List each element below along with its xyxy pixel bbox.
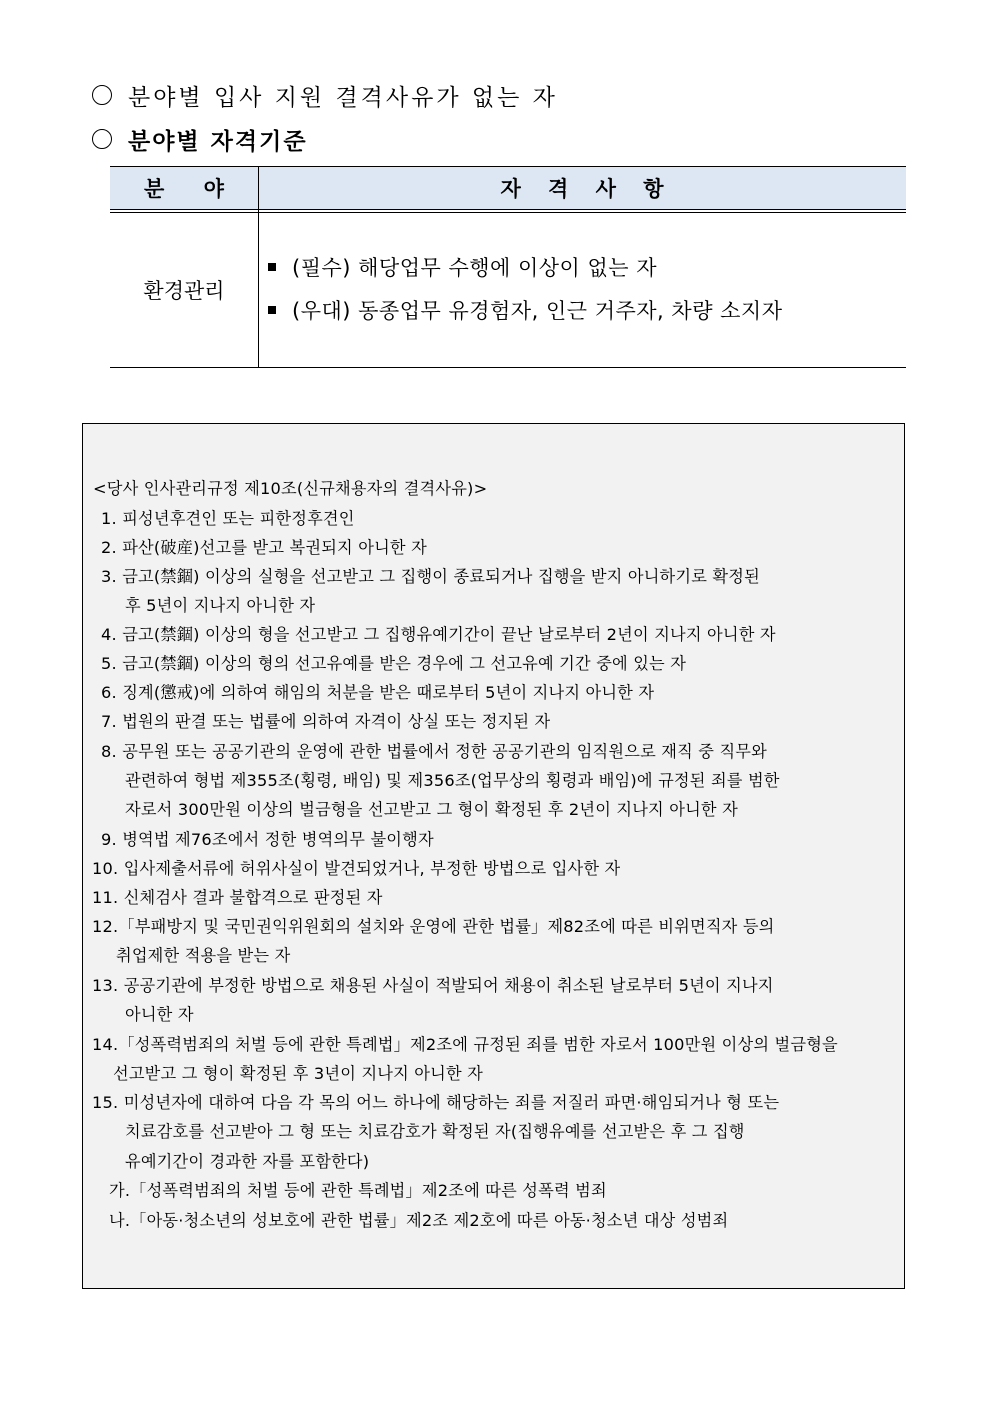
- circle-bullet-icon: [92, 85, 112, 105]
- regulation-line: 취업제한 적용을 받는 자: [116, 946, 291, 965]
- qualification-heading-text: 분야별 자격기준: [128, 128, 308, 155]
- regulation-line: 후 5년이 지나지 아니한 자: [125, 596, 316, 615]
- regulation-line: 3. 금고(禁錮) 이상의 실형을 선고받고 그 집행이 종료되거나 집행을 받지 아니하기로 확정된: [101, 567, 760, 586]
- circle-bullet-icon: [92, 129, 112, 149]
- regulation-line: 12.「부패방지 및 국민권익위원회의 설치와 운영에 관한 법률」제82조에 따른 비위면직자 등의: [92, 917, 775, 936]
- regulation-line: 5. 금고(禁錮) 이상의 형의 선고유예를 받은 경우에 그 선고유예 기간 중에 있는 자: [101, 654, 687, 673]
- regulation-line: 15. 미성년자에 대하여 다음 각 목의 어느 하나에 해당하는 죄를 저질러 파면·해임되거나 형 또는: [92, 1093, 780, 1112]
- regulation-line: 6. 징계(懲戒)에 의하여 해임의 처분을 받은 때로부터 5년이 지나지 아니한 자: [101, 683, 655, 702]
- regulation-line: 나.「아동·청소년의 성보호에 관한 법률」제2조 제2호에 따른 아동·청소년 대상 성범죄: [109, 1211, 729, 1230]
- regulation-line: 아니한 자: [125, 1005, 194, 1024]
- regulation-line: 유예기간이 경과한 자를 포함한다): [125, 1152, 370, 1171]
- regulation-line: 선고받고 그 형이 확정된 후 3년이 지나지 아니한 자: [113, 1064, 484, 1083]
- qualification-table: [110, 166, 906, 369]
- cell-field: 환경관리: [143, 279, 225, 303]
- regulation-line: 치료감호를 선고받아 그 형 또는 치료감호가 확정된 자(집행유예를 선고받은 후 그 집행: [125, 1122, 745, 1141]
- regulation-line: 자로서 300만원 이상의 벌금형을 선고받고 그 형이 확정된 후 2년이 지나지 아니한 자: [125, 800, 738, 819]
- regulation-line: 11. 신체검사 결과 불합격으로 판정된 자: [92, 888, 383, 907]
- regulation-box: [82, 423, 905, 1289]
- header-qualification: 자 격 사 항: [500, 176, 674, 201]
- requirement-item: [268, 252, 657, 282]
- regulation-line: 14.「성폭력범죄의 처벌 등에 관한 특례법」제2조에 규정된 죄를 범한 자로서 100만원 이상의 벌금형을: [92, 1035, 838, 1054]
- regulation-line: 관련하여 형법 제355조(횡령, 배임) 및 제356조(업무상의 횡령과 배임)에 규정된 죄를 범한: [125, 771, 780, 790]
- requirement-item: [268, 295, 783, 325]
- regulation-line: 1. 피성년후견인 또는 피한정후견인: [101, 509, 355, 528]
- regulation-line: 2. 파산(破産)선고를 받고 복권되지 아니한 자: [101, 538, 427, 557]
- regulation-line: 가.「성폭력범죄의 처벌 등에 관한 특례법」제2조에 따른 성폭력 범죄: [109, 1181, 607, 1200]
- eligibility-statement: [92, 78, 558, 112]
- requirement-text: (우대) 동종업무 유경험자, 인근 거주자, 차량 소지자: [292, 299, 783, 323]
- square-bullet-icon: [268, 306, 276, 314]
- regulation-line: 10. 입사제출서류에 허위사실이 발견되었거나, 부정한 방법으로 입사한 자: [92, 859, 621, 878]
- regulation-line: 8. 공무원 또는 공공기관의 운영에 관한 법률에서 정한 공공기관의 임직원으로 재직 중 직무와: [101, 742, 767, 761]
- requirement-text: (필수) 해당업무 수행에 이상이 없는 자: [292, 256, 658, 280]
- regulation-line: 9. 병역법 제76조에서 정한 병역의무 불이행자: [101, 830, 434, 849]
- regulation-line: 13. 공공기관에 부정한 방법으로 채용된 사실이 적발되어 채용이 취소된 날로부터 5년이 지나지: [92, 976, 774, 995]
- eligibility-text: 분야별 입사 지원 결격사유가 없는 자: [128, 84, 558, 111]
- square-bullet-icon: [268, 263, 276, 271]
- table-bottom-rule: [110, 367, 906, 368]
- header-field: 분 야: [144, 176, 240, 201]
- qualification-heading: [92, 122, 308, 156]
- regulation-line: 4. 금고(禁錮) 이상의 형을 선고받고 그 집행유예기간이 끝난 날로부터 2년이 지나지 아니한 자: [101, 625, 776, 644]
- regulation-line: 7. 법원의 판결 또는 법률에 의하여 자격이 상실 또는 정지된 자: [101, 712, 551, 731]
- regulation-title: <당사 인사관리규정 제10조(신규채용자의 결격사유)>: [93, 479, 488, 498]
